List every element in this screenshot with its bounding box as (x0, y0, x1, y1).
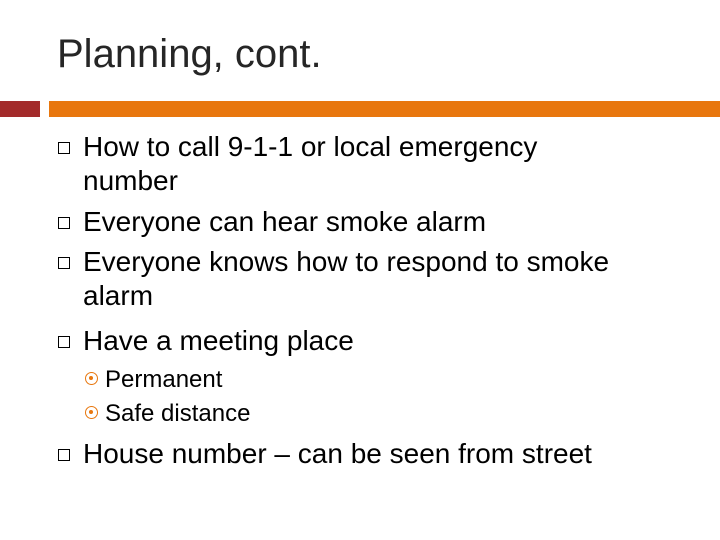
bullet-text-line-1: Everyone can hear smoke alarm (83, 206, 487, 237)
sub-bullet-text: Permanent (105, 366, 223, 393)
circle-bullet-icon (85, 406, 98, 419)
bullet-text-line-1: Everyone knows how to respond to smoke (83, 246, 610, 277)
slide-title: Planning, cont. (57, 32, 322, 76)
square-bullet-icon (58, 257, 70, 269)
bullet-text-line-2: number (83, 165, 178, 196)
square-bullet-icon (58, 336, 70, 348)
bullet-text-line-1: How to call 9-1-1 or local emergency (83, 131, 538, 162)
square-bullet-icon (58, 449, 70, 461)
sub-bullet-text: Safe distance (105, 400, 251, 427)
square-bullet-icon (58, 142, 70, 154)
square-bullet-icon (58, 217, 70, 229)
circle-bullet-icon (85, 372, 98, 385)
bullet-text-line-2: alarm (83, 280, 154, 311)
bullet-text-line-1: Have a meeting place (83, 325, 354, 356)
bullet-text-line-1: House number – can be seen from street (83, 438, 592, 469)
